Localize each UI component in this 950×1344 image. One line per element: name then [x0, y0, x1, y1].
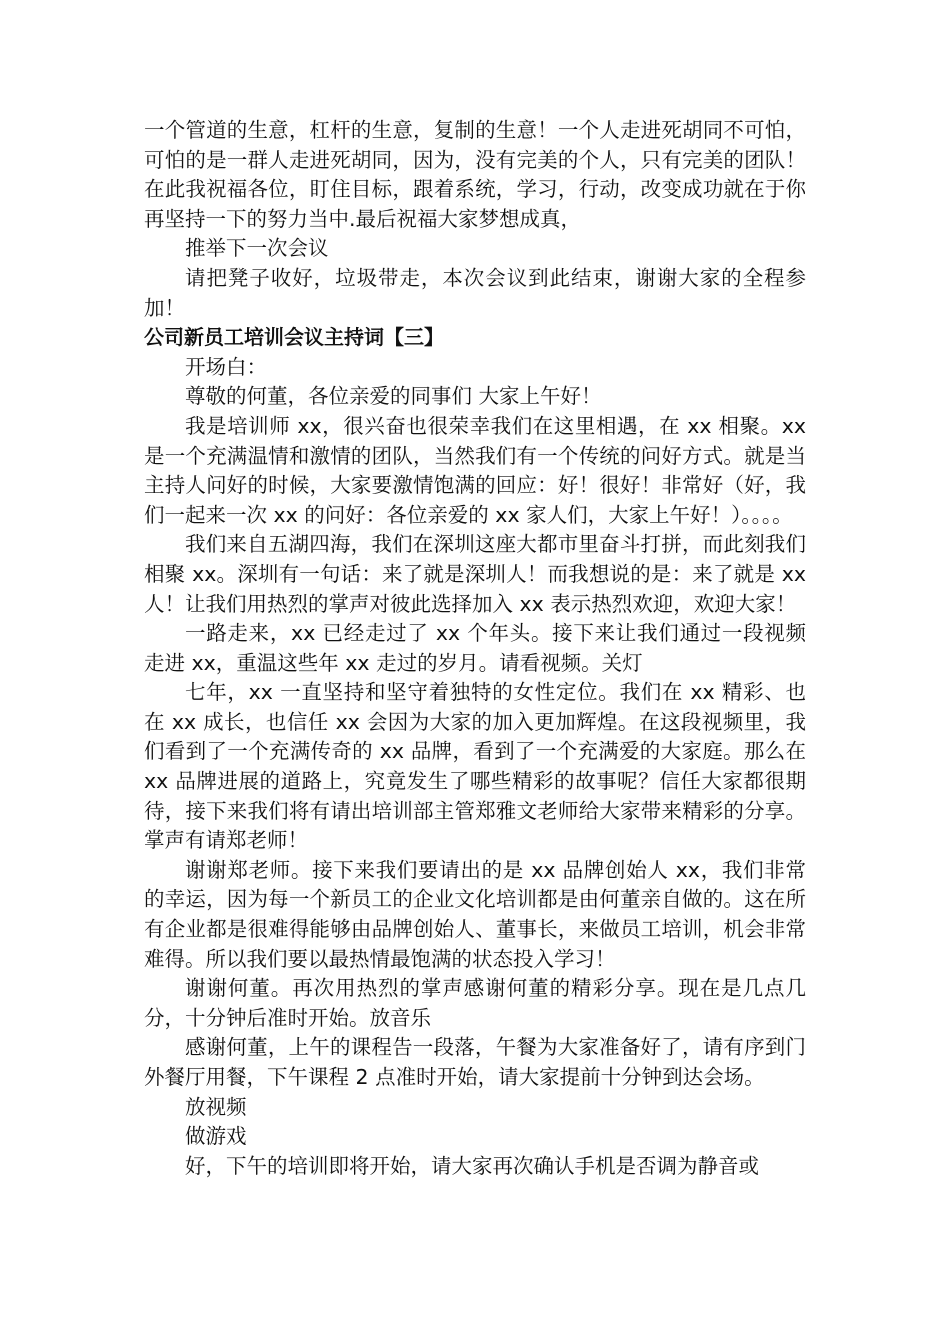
paragraph-trainer-intro: 我是培训师 xx，很兴奋也很荣幸我们在这里相遇，在 xx 相聚。xx 是一个充满温情和激情的团队，当然我们有一个传统的问好方式。就是当主持人问好的时候，大家要激情饱满的回应：好！很好！非常好（好，我们一起来一次 xx 的问好：各位亲爱的 xx 家人们，大家上午好！）。。。。 [144, 413, 806, 527]
paragraph-brand-story: 七年，xx 一直坚持和坚守着独特的女性定位。我们在 xx 精彩、也在 xx 成长，也信任 xx 会因为大家的加入更加辉煌。在这段视频里，我们看到了一个充满传奇的 xx 品牌，看到了一个充满爱的大家庭。那么在 xx 品牌进展的道路上，究竟发生了哪些精彩的故事呢？信任大家都很期待，接下来我们将有请出培训部主管郑雅文老师给大家带来精彩的分享。掌声有请郑老师！ [144, 680, 806, 853]
paragraph-thanks-break: 谢谢何董。再次用热烈的掌声感谢何董的精彩分享。现在是几点几分，十分钟后准时开始。放音乐 [144, 976, 806, 1030]
paragraph-afternoon-start: 好，下午的培训即将开始，请大家再次确认手机是否调为静音或 [185, 1153, 759, 1178]
document-page [144, 116, 806, 1181]
paragraph-opening-label: 开场白： [185, 354, 267, 379]
paragraph-greeting: 尊敬的何董，各位亲爱的同事们 大家上午好！ [185, 384, 602, 409]
section-heading: 公司新员工培训会议主持词【三】 [144, 325, 444, 350]
paragraph-founder-intro: 谢谢郑老师。接下来我们要请出的是 xx 品牌创始人 xx，我们非常的幸运，因为每一个新员工的企业文化培训都是由何董亲自做的。这在所有企业都是很难得能够由品牌创始人、董事长，来做员工培训，机会非常难得。所以我们要以最热情最饱满的状态投入学习！ [144, 857, 806, 971]
paragraph-video-intro: 一路走来，xx 已经走过了 xx 个年头。接下来让我们通过一段视频走进 xx，重温这些年 xx 走过的岁月。请看视频。关灯 [144, 621, 806, 675]
paragraph-play-game: 做游戏 [185, 1124, 247, 1149]
paragraph-closing-blessing: 一个管道的生意，杠杆的生意，复制的生意！一个人走进死胡同不可怕，可怕的是一群人走进死胡同，因为，没有完美的个人，只有完美的团队！在此我祝福各位，盯住目标，跟着系统，学习，行动，改变成功就在于你再坚持一下的努力当中.最后祝福大家梦想成真， [144, 118, 806, 231]
paragraph-welcome: 我们来自五湖四海，我们在深圳这座大都市里奋斗打拼，而此刻我们相聚 xx。深圳有一句话：来了就是深圳人！而我想说的是：来了就是 xx 人！让我们用热烈的掌声对彼此选择加入 xx 表示热烈欢迎，欢迎大家！ [144, 532, 806, 616]
paragraph-next-meeting: 推举下一次会议 [185, 236, 329, 261]
paragraph-play-video: 放视频 [185, 1094, 247, 1119]
paragraph-meeting-end: 请把凳子收好，垃圾带走，本次会议到此结束，谢谢大家的全程参加！ [144, 265, 806, 320]
paragraph-lunch: 感谢何董，上午的课程告一段落，午餐为大家准备好了，请有序到门外餐厅用餐，下午课程 2 点准时开始，请大家提前十分钟到达会场。 [144, 1035, 806, 1089]
